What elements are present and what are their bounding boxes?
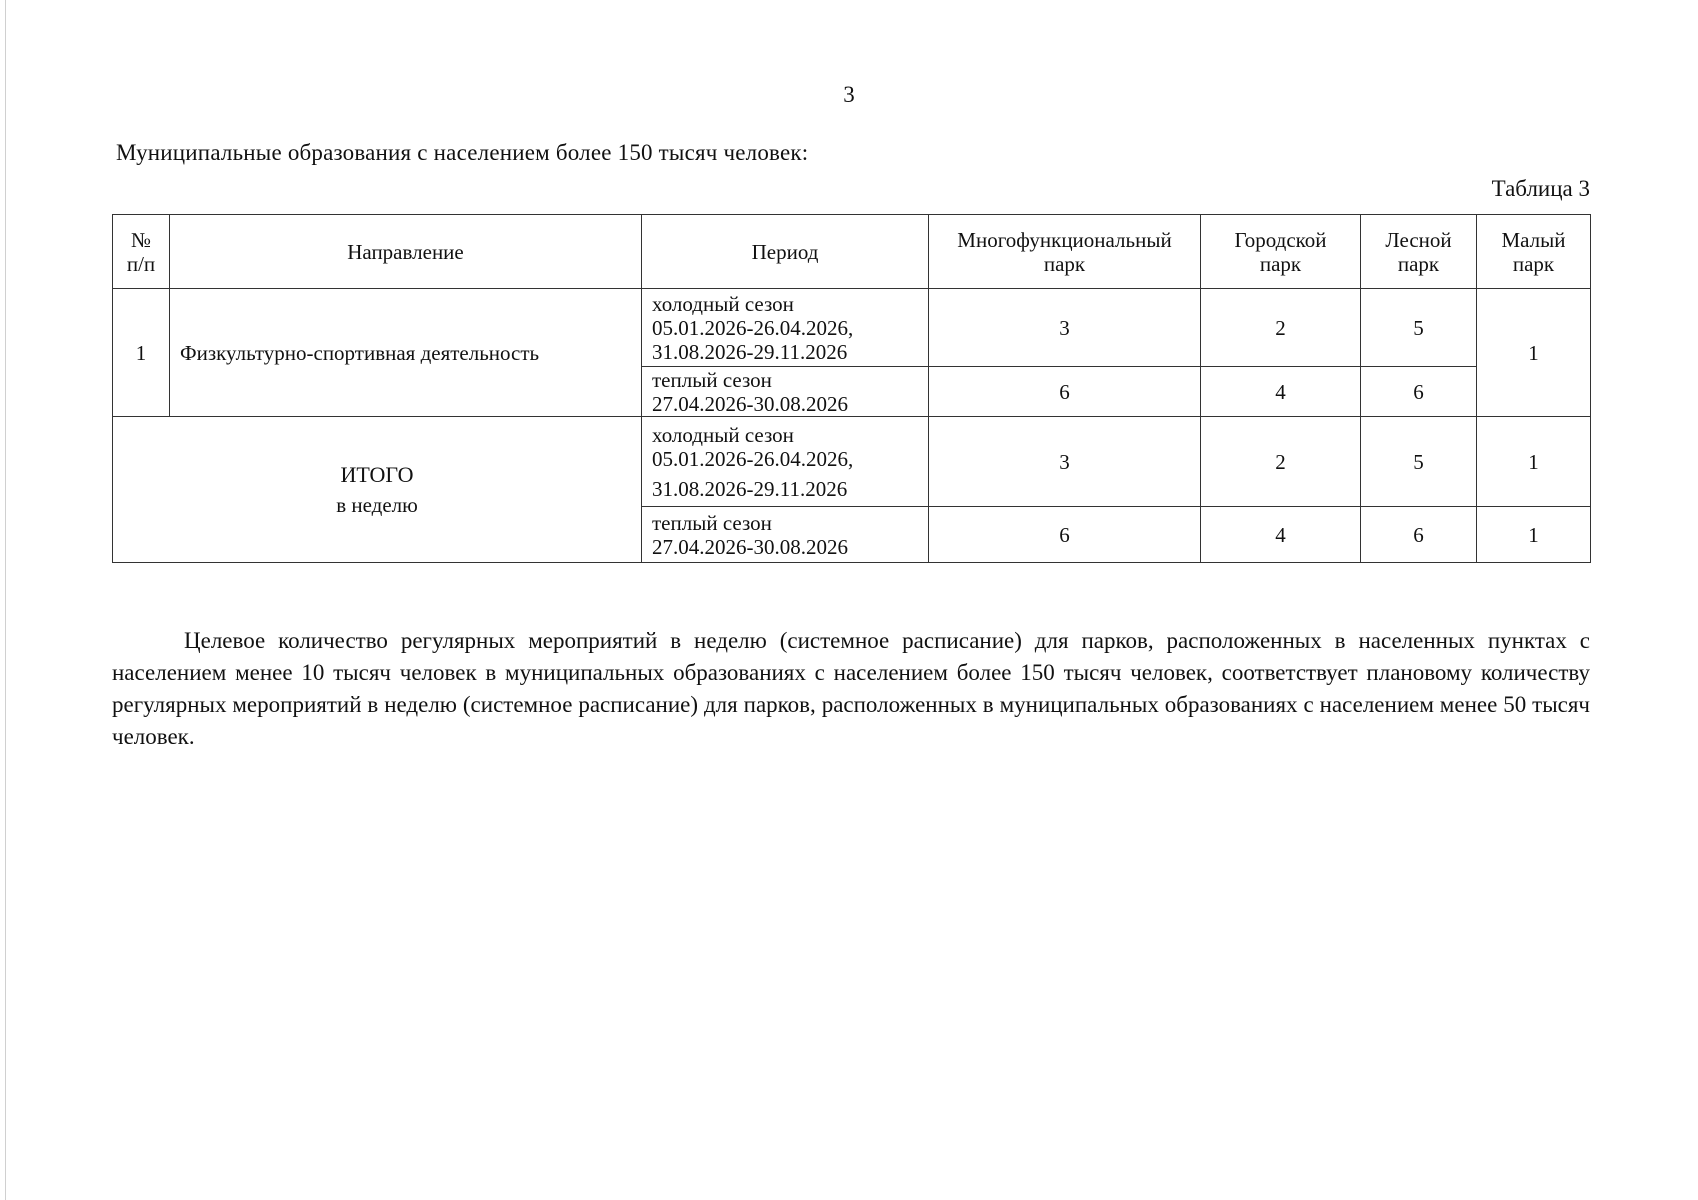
row1-num: 1 <box>113 289 170 417</box>
table-row-1-cold <box>113 289 1591 367</box>
total-warm-city: 4 <box>1201 507 1361 563</box>
total-cold-range2: 31.08.2026-29.11.2026 <box>652 476 848 501</box>
row1-cold-forest: 5 <box>1361 289 1477 367</box>
row1-cold-multi: 3 <box>929 289 1201 367</box>
total-subtitle: в неделю <box>336 492 418 517</box>
body-paragraph: Целевое количество регулярных мероприятий в неделю (системное расписание) для парков, расположенных в населенных пунктах с населением менее 10 тысяч человек в муниципальных образованиях с населением более 150 тысяч человек, соответствует плановому количеству регулярных мероприятий в неделю (системное расписание) для парков, расположенных в муниципальных образованиях с населением менее 50 тысяч человек. <box>112 628 1590 749</box>
header-num-line1: № <box>130 227 152 252</box>
page-number: 3 <box>843 82 855 107</box>
row1-warm-multi: 6 <box>929 367 1201 417</box>
header-period: Период <box>642 215 929 289</box>
schedule-table <box>112 214 1591 563</box>
row1-warm-label: теплый сезон <box>652 367 772 392</box>
header-multi-line2: парк <box>1043 251 1086 276</box>
total-cold-label: холодный сезон <box>652 422 794 447</box>
header-city-line2: парк <box>1259 251 1302 276</box>
total-label <box>113 417 642 563</box>
table-header-row <box>113 215 1591 289</box>
row1-warm-range1: 27.04.2026-30.08.2026 <box>652 391 848 416</box>
total-warm-range1: 27.04.2026-30.08.2026 <box>652 534 848 559</box>
row1-cold-label: холодный сезон <box>652 291 794 316</box>
header-forest-line1: Лесной <box>1385 227 1452 252</box>
page-edge <box>5 0 6 1200</box>
header-city-park <box>1201 215 1361 289</box>
table-caption: Таблица 3 <box>1491 176 1590 201</box>
header-multifunctional-park <box>929 215 1201 289</box>
row1-direction: Физкультурно-спортивная деятельность <box>170 289 642 417</box>
header-direction: Направление <box>170 215 642 289</box>
row1-warm-forest: 6 <box>1361 367 1477 417</box>
row1-warm-period <box>642 367 929 417</box>
total-cold-period <box>642 417 929 507</box>
table-row-total-cold <box>113 417 1591 507</box>
header-forest-line2: парк <box>1397 251 1440 276</box>
row1-cold-city: 2 <box>1201 289 1361 367</box>
row1-warm-city: 4 <box>1201 367 1361 417</box>
total-warm-forest: 6 <box>1361 507 1477 563</box>
total-warm-period <box>642 507 929 563</box>
total-cold-range1: 05.01.2026-26.04.2026, <box>652 446 854 471</box>
header-small-park <box>1477 215 1591 289</box>
header-num <box>113 215 170 289</box>
row1-cold-period <box>642 289 929 367</box>
row1-cold-range2: 31.08.2026-29.11.2026 <box>652 339 848 364</box>
row1-cold-range1: 05.01.2026-26.04.2026, <box>652 315 854 340</box>
total-cold-small: 1 <box>1477 417 1591 507</box>
header-multi-line1: Многофункциональный <box>957 227 1172 252</box>
header-small-line2: парк <box>1512 251 1555 276</box>
header-forest-park <box>1361 215 1477 289</box>
total-cold-multi: 3 <box>929 417 1201 507</box>
row1-small: 1 <box>1477 289 1591 417</box>
intro-text: Муниципальные образования с населением более 150 тысяч человек: <box>116 140 809 165</box>
total-cold-city: 2 <box>1201 417 1361 507</box>
total-cold-forest: 5 <box>1361 417 1477 507</box>
header-num-line2: п/п <box>126 251 156 276</box>
total-warm-small: 1 <box>1477 507 1591 563</box>
header-city-line1: Городской <box>1234 227 1327 252</box>
header-small-line1: Малый <box>1501 227 1566 252</box>
total-warm-label: теплый сезон <box>652 510 772 535</box>
total-warm-multi: 6 <box>929 507 1201 563</box>
total-title: ИТОГО <box>340 461 414 487</box>
